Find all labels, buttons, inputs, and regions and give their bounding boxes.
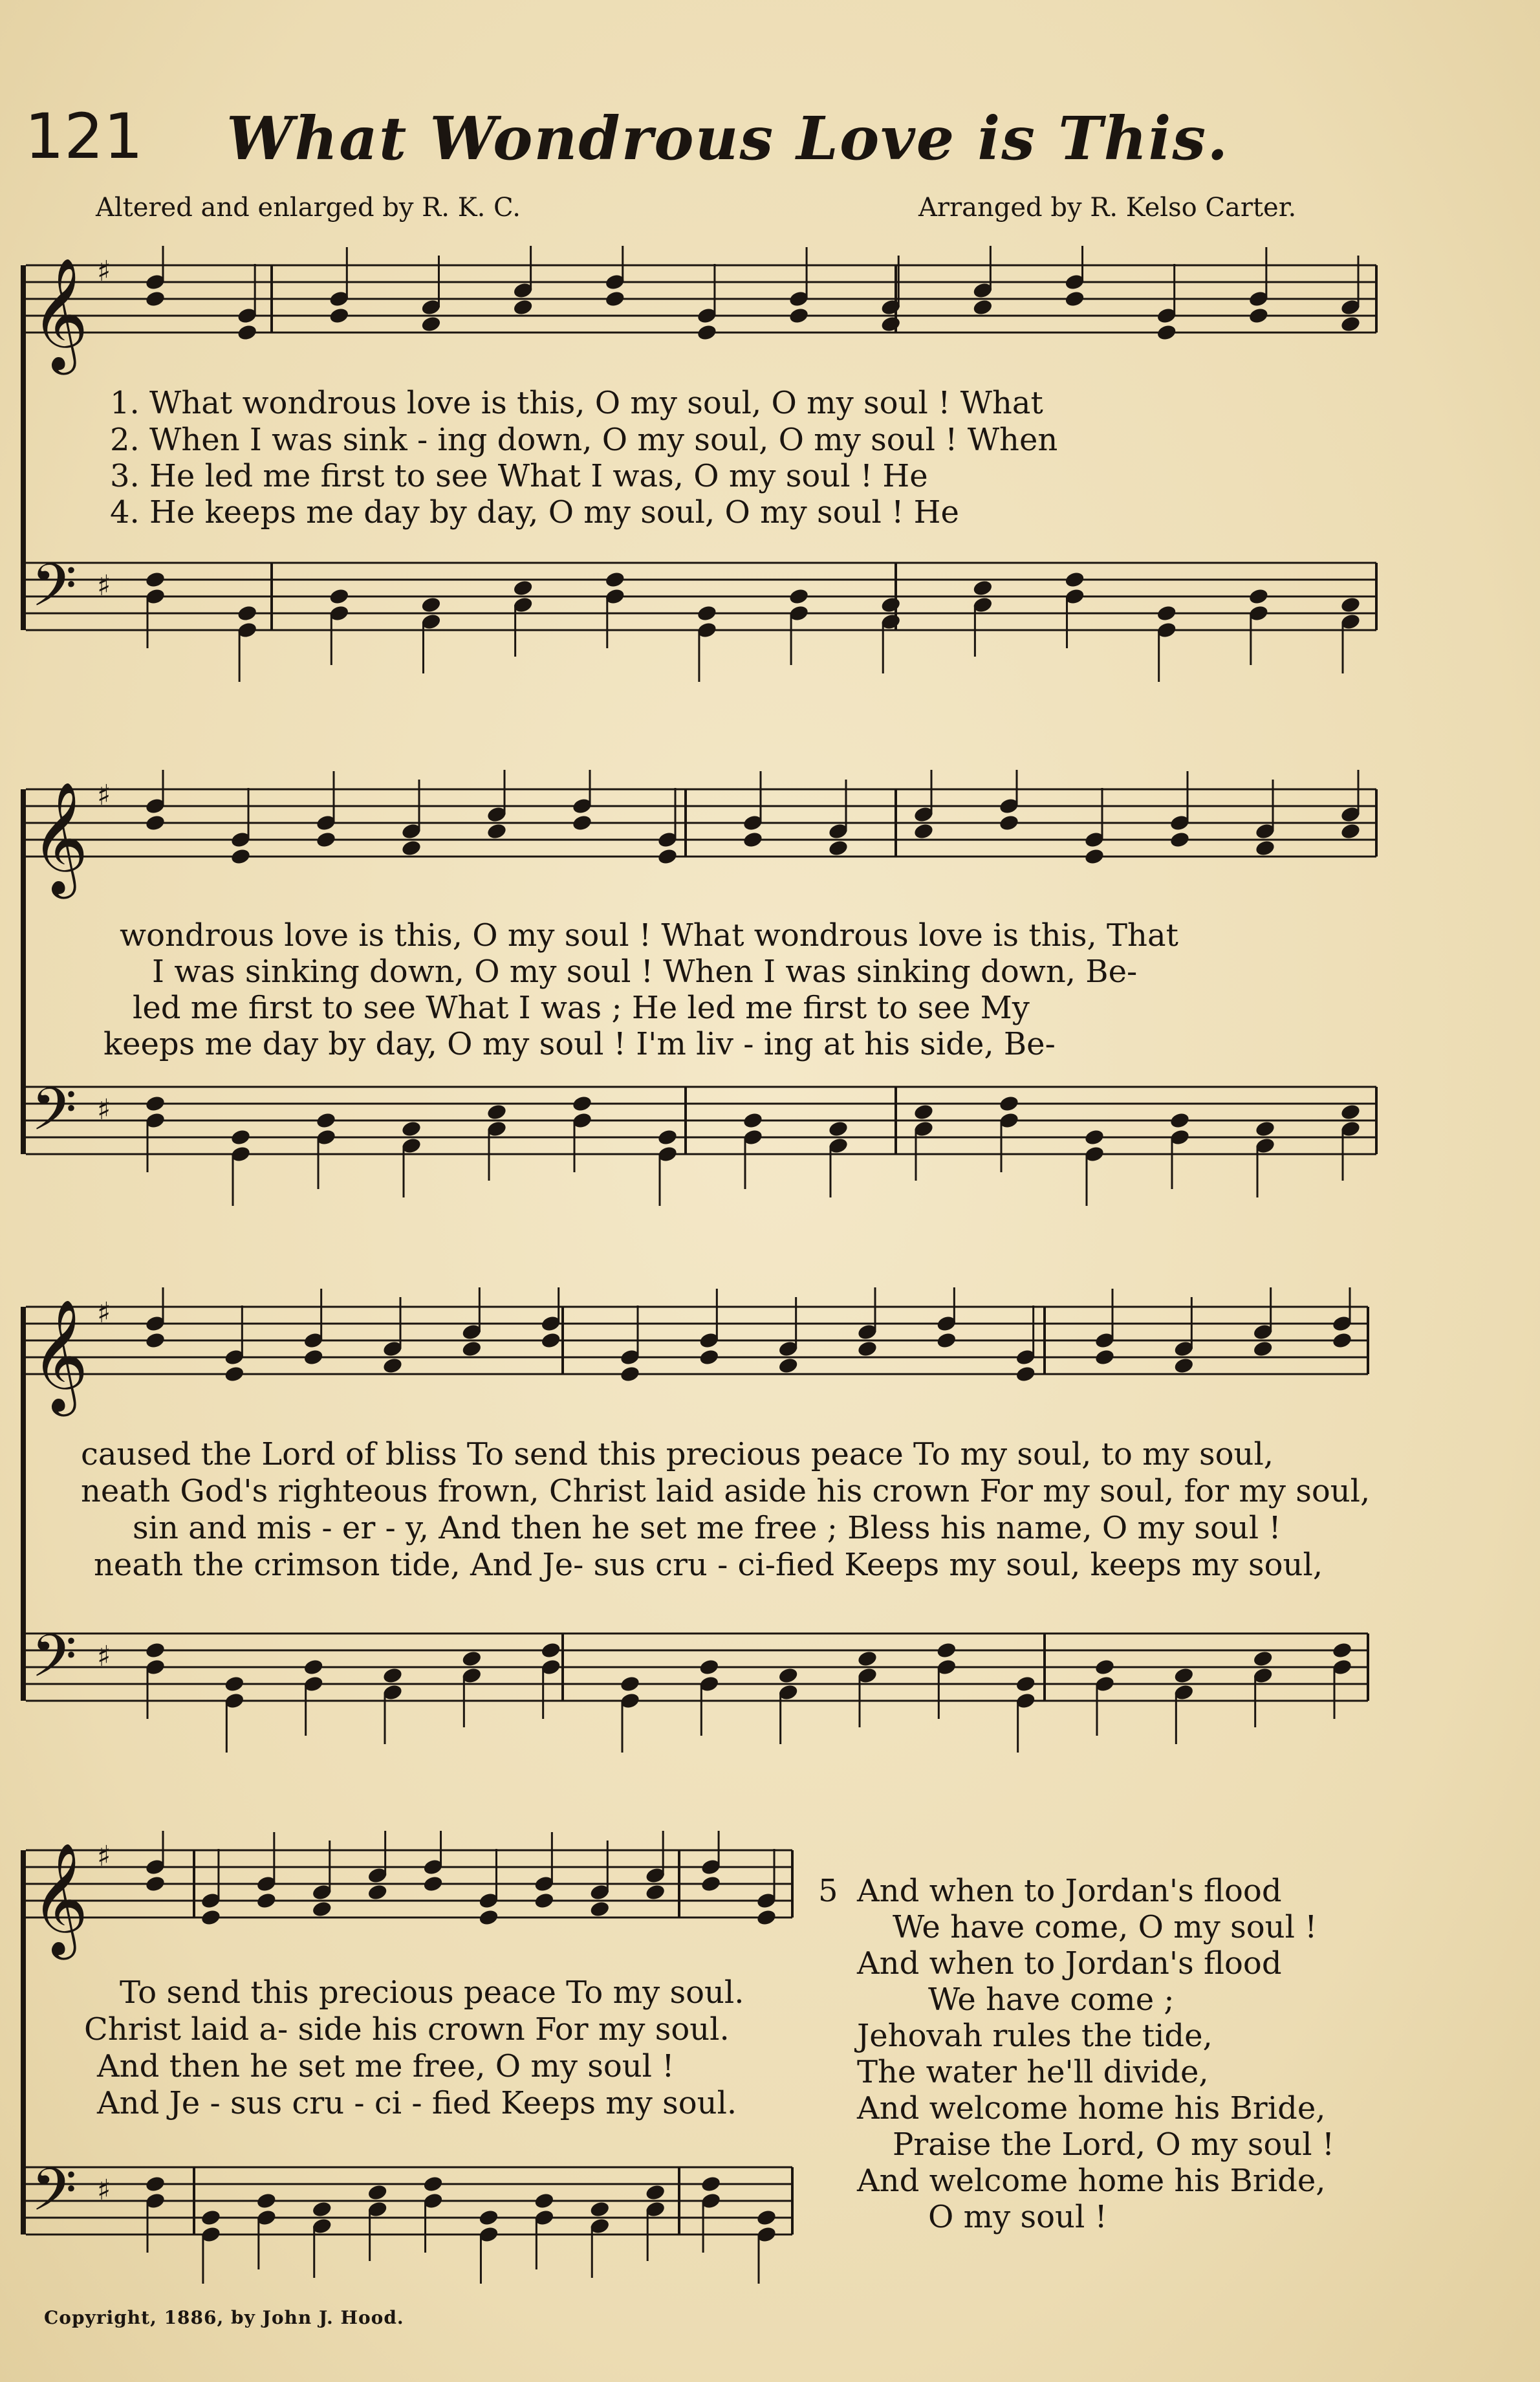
note-head [571,814,592,832]
note-head [788,587,810,606]
stanza-5-number: 5 [818,1873,838,1909]
note-head [777,1357,799,1375]
bass-clef: 𝄢 [31,551,77,634]
lyric-line: caused the Lord of bliss To send this precious peace To my soul, to my soul, [81,1436,1274,1472]
note-head [144,2175,166,2193]
note-head [880,596,902,614]
note-head [512,579,534,597]
note-head [1156,604,1177,622]
lyric-line: 1. What wondrous love is this, O my soul, O my soul ! What [110,385,1043,421]
note-head [1094,1658,1115,1676]
lyric-line: neath the crimson tide, And Je- sus cru - ci-fied Keeps my soul, keeps my soul, [94,1547,1323,1583]
lyric-line: 3. He led me first to see What I was, O my soul ! He [110,458,928,494]
note-head [486,1103,507,1121]
bass-clef: 𝄢 [31,1622,77,1705]
note-head [478,1908,499,1927]
note-head [422,1875,444,1893]
note-head [1173,1666,1195,1685]
note-head [700,1875,722,1893]
note-head [645,2183,666,2202]
stanza-5-line: And welcome home his Bride, [857,2163,1326,2199]
note-head [619,1365,640,1383]
note-head [329,587,350,606]
system-bracket [21,789,26,1154]
bass-clef: 𝄢 [31,1075,77,1158]
music-credit: Arranged by R. Kelso Carter. [918,193,1297,223]
note-head [230,847,251,866]
note-head [420,596,442,614]
music-system-1 [0,246,1540,686]
lyric-line: Christ laid a- side his crown For my soul. [84,2011,730,2048]
lyric-line: wondrous love is this, O my soul ! What wondrous love is this, That [120,917,1178,954]
stanza-5-line: The water he'll divide, [857,2054,1209,2090]
music-system-4 [0,1831,1540,2284]
note-head [656,847,678,866]
note-head [420,315,442,333]
sharp-icon: ♯ [97,779,111,812]
treble-clef: 𝄞 [31,257,89,370]
stanza-5-line: And when to Jordan's flood [857,1945,1282,1982]
note-head [400,839,422,857]
note-head [255,2192,277,2210]
note-head [144,814,166,832]
note-head [656,1128,678,1146]
note-head [742,1111,763,1130]
words-credit: Altered and enlarged by R. K. C. [96,193,521,223]
note-head [144,1095,166,1113]
note-head [540,1331,561,1349]
note-head [534,2192,555,2210]
sharp-icon: ♯ [97,2174,111,2207]
stanza-5-line: And welcome home his Bride, [857,2090,1326,2126]
note-head [856,1340,878,1358]
bass-clef: 𝄢 [31,2156,77,2238]
note-head [913,822,934,840]
note-head [1094,1348,1115,1366]
note-head [144,1875,166,1893]
note-head [1173,1357,1195,1375]
note-head [1252,1340,1274,1358]
note-head [144,1641,166,1659]
note-head [604,571,625,589]
stanza-5-line: And when to Jordan's flood [857,1873,1282,1909]
system-bracket [21,1307,26,1701]
note-head [1254,1120,1275,1138]
treble-clef: 𝄞 [31,1842,89,1955]
note-head [367,1883,388,1901]
note-head [224,1365,245,1383]
note-head [880,315,902,333]
note-head [699,1658,720,1676]
note-head [315,831,336,849]
note-head [144,571,166,589]
treble-clef: 𝄞 [31,1299,89,1412]
note-head [619,1675,640,1693]
note-head [382,1666,403,1685]
stanza-5-line: O my soul ! [928,2199,1107,2235]
note-head [144,290,166,308]
lyric-line: 2. When I was sink - ing down, O my soul, O my soul ! When [110,422,1058,458]
note-head [936,1641,957,1659]
note-head [1254,839,1275,857]
note-head [755,1908,777,1927]
note-head [478,2209,499,2227]
note-head [1248,307,1269,325]
note-head [512,298,534,316]
note-head [1156,323,1177,342]
note-head [540,1641,561,1659]
note-head [1083,1128,1105,1146]
system-bracket [21,265,26,630]
note-head [1252,1650,1274,1668]
lyric-line: And then he set me free, O my soul ! [97,2048,675,2084]
note-head [1331,1641,1352,1659]
note-head [755,2209,777,2227]
note-head [936,1331,957,1349]
note-head [461,1340,483,1358]
note-head [645,1883,666,1901]
sharp-icon: ♯ [97,255,111,288]
note-head [486,822,507,840]
music-system-3 [0,1287,1540,1753]
note-head [237,604,258,622]
hymn-number: 121 [25,100,144,173]
note-head [700,2175,722,2193]
note-head [998,814,1019,832]
note-head [237,323,258,342]
note-head [589,2200,611,2218]
note-head [534,1892,555,1910]
note-head [461,1650,483,1668]
note-head [230,1128,251,1146]
note-head [1064,571,1085,589]
note-head [311,2200,332,2218]
note-head [696,323,717,342]
treble-clef: 𝄞 [31,781,89,894]
sharp-icon: ♯ [97,1840,111,1873]
hymn-title: What Wondrous Love is This. [226,104,1230,173]
sharp-icon: ♯ [97,1093,111,1126]
note-head [311,1900,332,1918]
stanza-5-line: We have come, O my soul ! [893,1909,1318,1945]
note-head [367,2183,388,2202]
lyric-line: And Je - sus cru - ci - fied Keeps my soul. [97,2085,737,2121]
note-head [699,1348,720,1366]
note-head [303,1348,324,1366]
note-head [696,604,717,622]
note-head [913,1103,934,1121]
note-head [589,1900,611,1918]
note-head [1339,596,1361,614]
sharp-icon: ♯ [97,569,111,602]
note-head [400,1120,422,1138]
note-head [827,1120,849,1138]
lyric-line: To send this precious peace To my soul. [120,1974,744,2011]
note-head [788,307,810,325]
note-head [1339,822,1361,840]
lyric-line: led me first to see What I was ; He led me first to see My [133,990,1030,1026]
note-head [571,1095,592,1113]
note-head [1339,1103,1361,1121]
lyric-line: neath God's righteous frown, Christ laid aside his crown For my soul, for my soul, [81,1473,1371,1509]
stanza-5-line: Praise the Lord, O my soul ! [893,2126,1335,2163]
note-head [604,290,625,308]
note-head [972,298,993,316]
lyric-line: keeps me day by day, O my soul ! I'm liv - ing at his side, Be- [103,1026,1056,1062]
note-head [382,1357,403,1375]
lyric-line: 4. He keeps me day by day, O my soul, O my soul ! He [110,494,959,530]
note-head [777,1666,799,1685]
system-bracket [21,1850,26,2234]
note-head [1083,847,1105,866]
note-head [200,2209,221,2227]
note-head [1169,831,1190,849]
note-head [315,1111,336,1130]
copyright-notice: Copyright, 1886, by John J. Hood. [44,2307,404,2328]
lyric-line: sin and mis - er - y, And then he set me free ; Bless his name, O my soul ! [133,1510,1281,1546]
note-head [998,1095,1019,1113]
note-head [255,1892,277,1910]
note-head [1015,1365,1036,1383]
music-system-2 [0,770,1540,1210]
note-head [856,1650,878,1668]
sharp-icon: ♯ [97,1296,111,1329]
note-head [827,839,849,857]
stanza-5-line: Jehovah rules the tide, [857,2018,1213,2054]
note-head [1064,290,1085,308]
lyric-line: I was sinking down, O my soul ! When I was sinking down, Be- [152,954,1138,990]
note-head [1331,1331,1352,1349]
note-head [303,1658,324,1676]
note-head [329,307,350,325]
note-head [1339,315,1361,333]
note-head [1248,587,1269,606]
note-head [1015,1675,1036,1693]
note-head [200,1908,221,1927]
note-head [1169,1111,1190,1130]
note-head [224,1675,245,1693]
note-head [972,579,993,597]
sharp-icon: ♯ [97,1640,111,1673]
note-head [742,831,763,849]
note-head [144,1331,166,1349]
stanza-5-line: We have come ; [928,1982,1175,2018]
note-head [422,2175,444,2193]
